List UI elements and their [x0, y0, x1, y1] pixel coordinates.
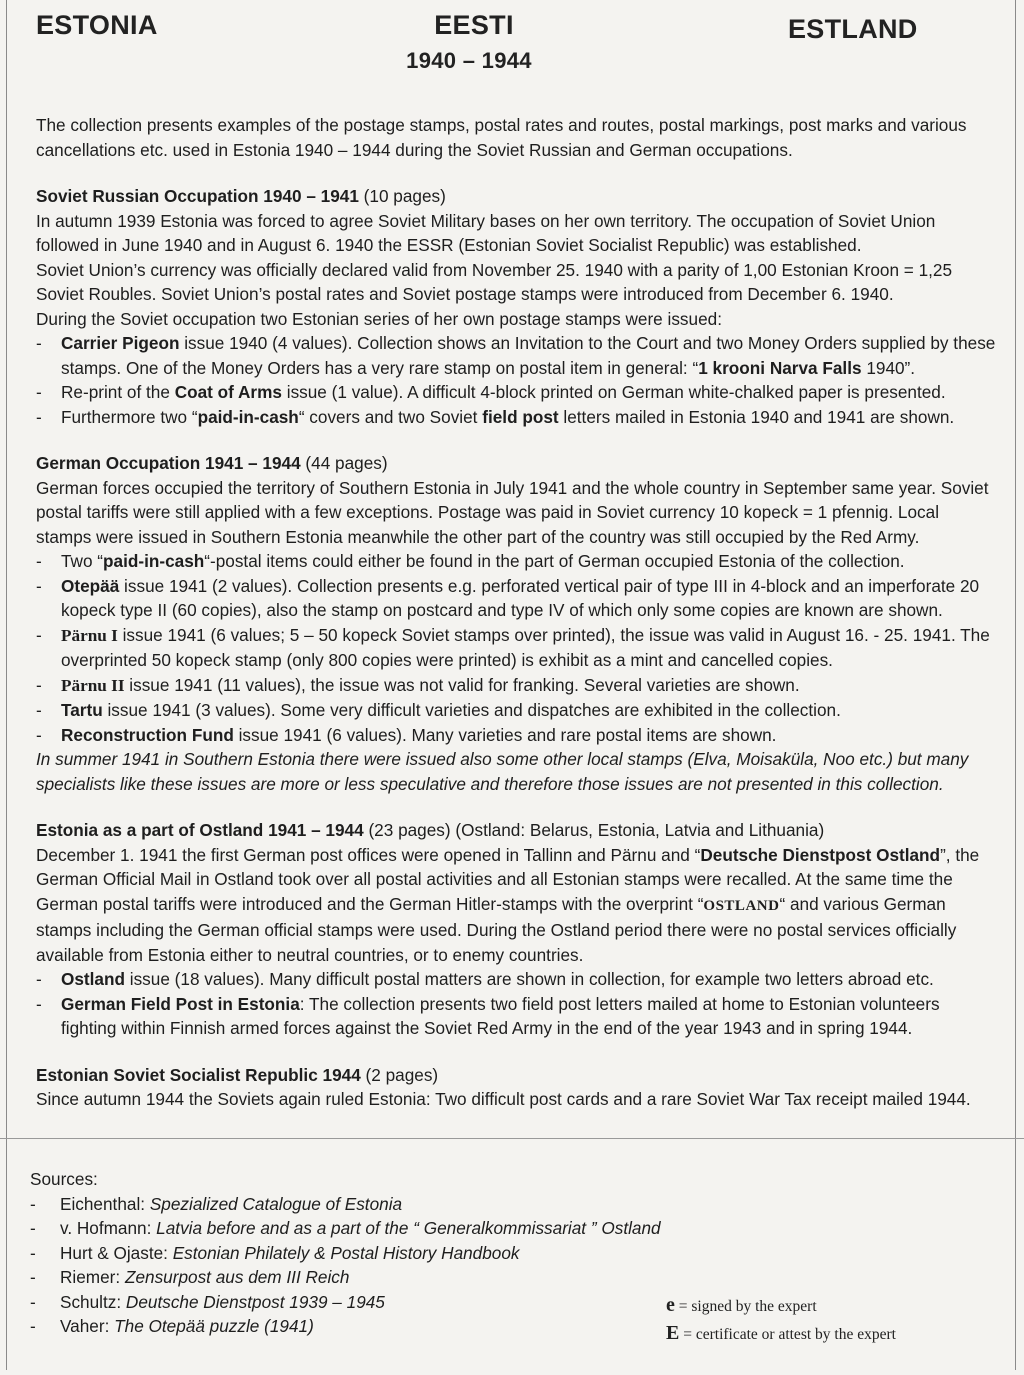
bullet-item: - Reconstruction Fund issue 1941 (6 values). Many varieties and rare postal items are shown. [36, 724, 777, 745]
paragraph: German forces occupied the territory of Southern Estonia in July 1941 and the whole country in September same year. Soviet postal tariffs were still applied with a few exceptions. Postage was paid in Soviet currency 10 kopeck = 1 pfennig. Local stamps were issued in Southern Estonia meanwhile the other part of the country was still occupied by the Red Army. [36, 477, 989, 547]
header-center-title: EESTI [434, 10, 514, 40]
source-item: - v. Hofmann: Latvia before and as a part of the “ Generalkommissariat ” Ostland [30, 1218, 661, 1238]
source-item: - Vaher: The Otepää puzzle (1941) [30, 1316, 314, 1336]
bullet-item: - German Field Post in Estonia: The collection presents two field post letters mailed at home to Estonian volunteers fighting within Finnish armed forces against the Soviet Red Army in the end of the year 1943 and in spring 1944. [36, 993, 940, 1038]
section-divider [0, 1138, 1024, 1139]
paragraph: In autumn 1939 Estonia was forced to agree Soviet Military bases on her own territory. The occupation of Soviet Union followed in June 1940 and in August 6. 1940 the ESSR (Estonian Soviet Socialist Republic) was established. [36, 210, 936, 255]
section-title: Estonian Soviet Socialist Republic 1944 (2 pages) [36, 1064, 439, 1085]
source-item: - Schultz: Deutsche Dienstpost 1939 – 1945 [30, 1291, 385, 1312]
paragraph: During the Soviet occupation two Estonian series of her own postage stamps were issued: [36, 308, 722, 329]
sources-list [30, 1167, 690, 1339]
bullet-item: - Otepää issue 1941 (2 values). Collection presents e.g. perforated vertical pair of type III in 4-block and an imperforate 20 kopeck type II (60 copies), also the stamp on postcard and type IV of which only some copies are known are shown. [36, 575, 980, 620]
section-title: German Occupation 1941 – 1944 (44 pages) [36, 453, 388, 473]
italic-note: In summer 1941 in Southern Estonia there were issued also some other local stamps (Elva, Moisaküla, Noo etc.) but many specialists like these issues are more or less speculative and therefore those issues are not presented in this collection. [36, 749, 969, 794]
bullet-item: - Furthermore two “paid-in-cash“ covers and two Soviet field post letters mailed in Estonia 1940 and 1941 are shown. [36, 406, 955, 427]
bullet-item: - Re-print of the Coat of Arms issue (1 value). A difficult 4-block printed on German white-chalked paper is presented. [36, 382, 946, 402]
legend-certificate: E = certificate or attest by the expert [666, 1322, 896, 1344]
legend-signed: e = signed by the expert [666, 1294, 817, 1316]
document-body [36, 113, 996, 1112]
header-left-title: ESTONIA [36, 10, 158, 40]
section-essr [36, 1063, 996, 1112]
sources-title: Sources: [30, 1169, 98, 1189]
bullet-item: - Pärnu II issue 1941 (11 values), the issue was not valid for franking. Several varieties are shown. [36, 674, 800, 695]
header-years: 1940 – 1944 [406, 48, 532, 73]
section-title: Estonia as a part of Ostland 1941 – 1944 (23 pages) (Ostland: Belarus, Estonia, Latvia and Lithuania) [36, 820, 825, 840]
paragraph: Since autumn 1944 the Soviets again ruled Estonia: Two difficult post cards and a rare Soviet War Tax receipt mailed 1944. [36, 1089, 971, 1109]
section-german [36, 451, 996, 796]
paragraph: Soviet Union’s currency was officially declared valid from November 25. 1940 with a parity of 1,00 Estonian Kroon = 1,25 Soviet Roubles. Soviet Union’s postal rates and Soviet postage stamps were introduced from December 6. 1940. [36, 259, 953, 304]
bullet-item: - Carrier Pigeon issue 1940 (4 values). Collection shows an Invitation to the Court and two Money Orders supplied by these stamps. One of the Money Orders has a very rare stamp on postal item in general: “1 krooni Narva Falls 1940”. [36, 333, 996, 378]
section-ostland [36, 818, 996, 1041]
bullet-item: - Ostland issue (18 values). Many difficult postal matters are shown in collection, for example two letters abroad etc. [36, 969, 934, 989]
paragraph: December 1. 1941 the first German post offices were opened in Tallinn and Pärnu and “Deutsche Dienstpost Ostland”, the German Official Mail in Ostland took over all postal activities and all Estonian stamps were recalled. At the same time the German postal tariffs were introduced and the German Hitler-stamps with the overprint “OSTLAND“ and various German stamps including the German official stamps were used. During the Ostland period there were no postal services officially available from Estonia either to neutral countries, or to enemy countries. [36, 844, 980, 965]
section-title: Soviet Russian Occupation 1940 – 1941 (10 pages) [36, 186, 446, 206]
intro-paragraph: The collection presents examples of the postage stamps, postal rates and routes, postal markings, post marks and various cancellations etc. used in Estonia 1940 – 1944 during the Soviet Russian and German occupations. [36, 115, 967, 160]
header-right-title: ESTLAND [788, 14, 918, 44]
source-item: - Riemer: Zensurpost aus dem III Reich [30, 1267, 350, 1287]
section-soviet [36, 184, 996, 429]
source-item: - Hurt & Ojaste: Estonian Philately & Postal History Handbook [30, 1242, 520, 1263]
bullet-item: - Tartu issue 1941 (3 values). Some very difficult varieties and dispatches are exhibited in the collection. [36, 700, 841, 720]
source-item: - Eichenthal: Spezialized Catalogue of Estonia [30, 1193, 403, 1214]
bullet-item: - Pärnu I issue 1941 (6 values; 5 – 50 kopeck Soviet stamps over printed), the issue was valid in August 16. - 25. 1941. The overprinted 50 kopeck stamp (only 800 copies were printed) is exhibit as a mint and cancelled copies. [36, 624, 990, 670]
bullet-item: - Two “paid-in-cash“-postal items could either be found in the part of German occupied Estonia of the collection. [36, 551, 905, 571]
